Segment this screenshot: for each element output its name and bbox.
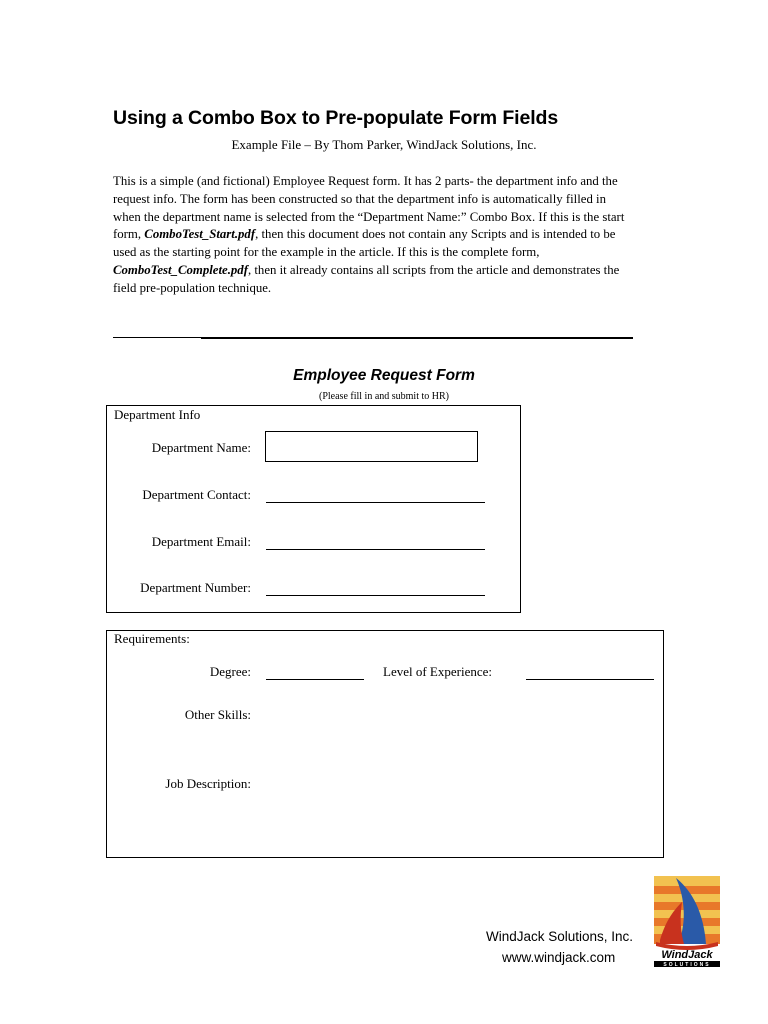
start-file-name: ComboTest_Start.pdf	[144, 227, 256, 242]
separator-rule-thick	[201, 337, 633, 339]
logo-subword: SOLUTIONS	[663, 962, 711, 968]
complete-file-name: ComboTest_Complete.pdf	[113, 262, 248, 277]
department-name-combobox[interactable]	[265, 431, 478, 462]
document-title: Using a Combo Box to Pre-populate Form Fields	[113, 107, 559, 129]
degree-field[interactable]	[266, 679, 364, 680]
department-number-field[interactable]	[266, 595, 485, 596]
experience-field[interactable]	[526, 679, 654, 680]
department-email-field[interactable]	[266, 549, 485, 550]
document-subtitle: Example File – By Thom Parker, WindJack Solutions, Inc.	[231, 137, 537, 152]
department-contact-field[interactable]	[266, 502, 485, 503]
windjack-logo-graphic	[654, 876, 720, 968]
intro-text-2: , then this document does not contain any Scripts and is intended to be used as the starting point for the example in the article. If this is the complete form,	[113, 227, 616, 260]
department-number-label: Department Number:	[140, 580, 251, 595]
footer-company: WindJack Solutions, Inc.	[486, 929, 634, 944]
separator-rule-thin	[113, 337, 201, 338]
other-skills-field[interactable]	[266, 703, 646, 759]
logo-wordmark: WindJack	[661, 949, 713, 961]
department-contact-label: Department Contact:	[142, 487, 251, 502]
job-description-label: Job Description:	[165, 776, 251, 791]
other-skills-label: Other Skills:	[184, 707, 251, 722]
department-info-heading: Department Info	[114, 407, 201, 422]
requirements-heading: Requirements:	[114, 631, 190, 646]
windjack-logo	[654, 876, 720, 968]
form-subtitle: (Please fill in and submit to HR)	[319, 391, 449, 402]
intro-paragraph	[113, 173, 633, 298]
department-email-label: Department Email:	[151, 534, 251, 549]
experience-label: Level of Experience:	[383, 664, 492, 679]
footer-url[interactable]: www.windjack.com	[502, 950, 616, 965]
department-name-label: Department Name:	[151, 440, 251, 455]
job-description-field[interactable]	[266, 772, 646, 842]
intro-text-3: , then it already contains all scripts from the article and demonstrates the field pre-population technique.	[113, 262, 620, 295]
form-title: Employee Request Form	[293, 367, 475, 384]
degree-label: Degree:	[209, 664, 251, 679]
intro-text-1: This is a simple (and fictional) Employee Request form. It has 2 parts- the department info and the request info. The form has been constructed so that the department info is automatically filled in when the department name is selected from the “Department Name:” Combo Box. If this is the start form,	[113, 174, 625, 242]
